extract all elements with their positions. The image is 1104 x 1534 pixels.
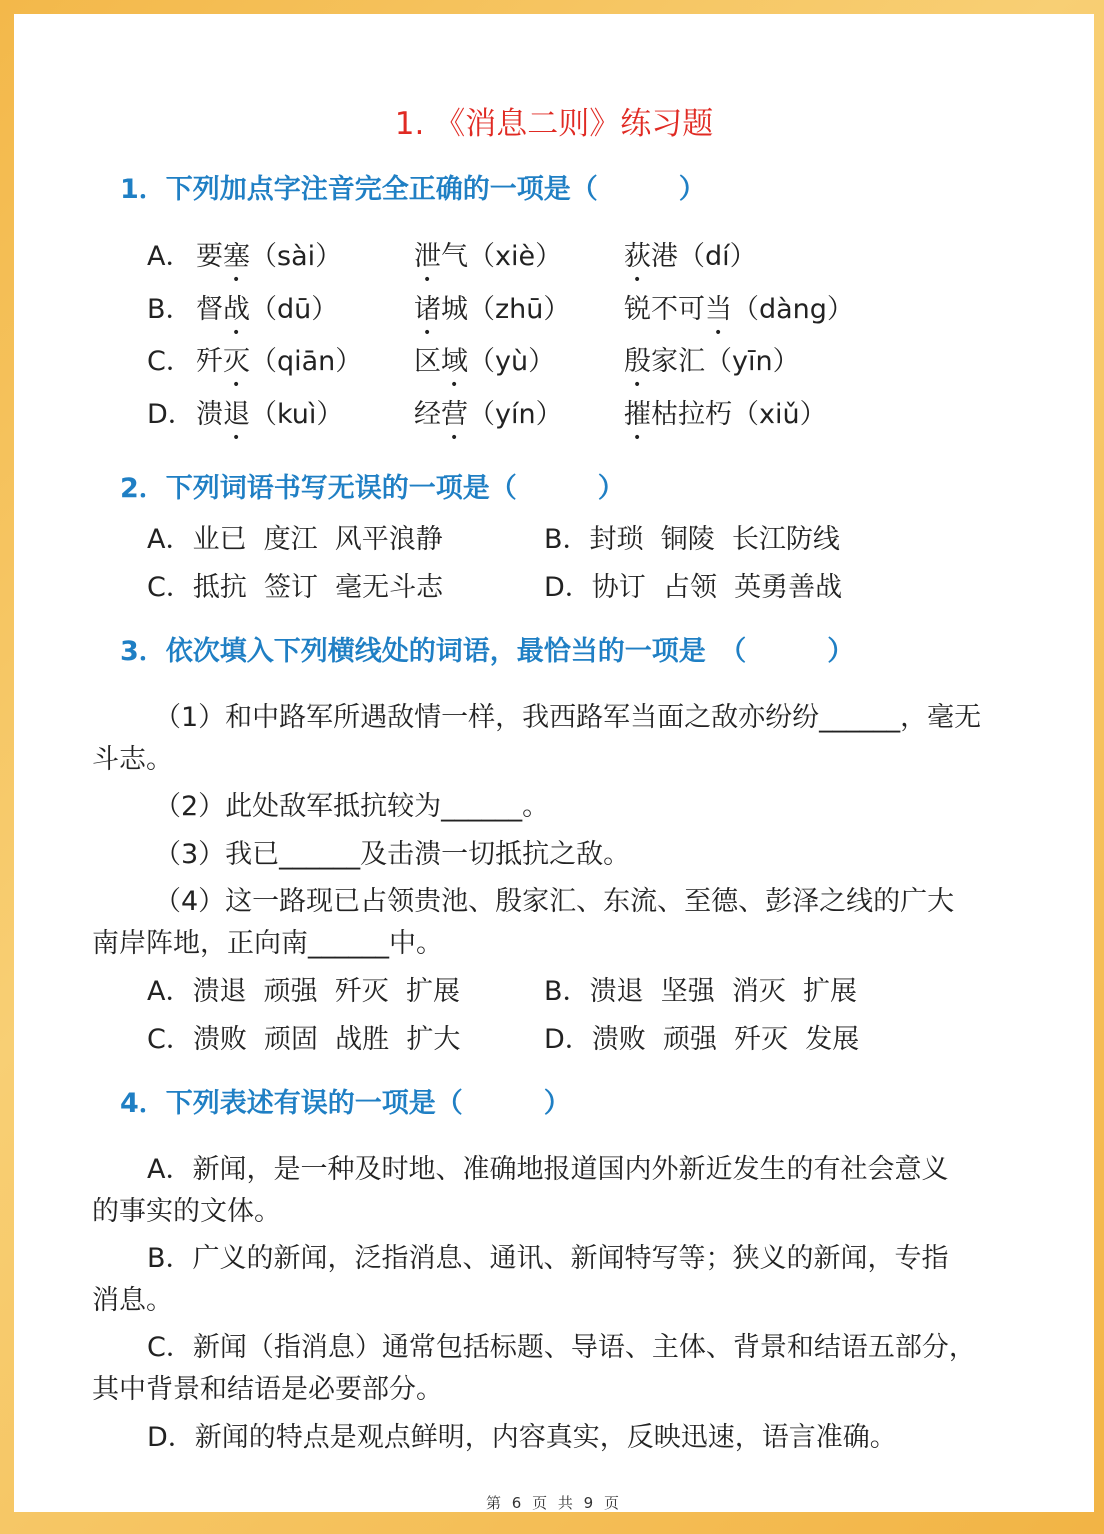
question-1-stem: 1．下列加点字注音完全正确的一项是（ ）: [120, 174, 706, 205]
text-segment: 督: [196, 293, 223, 325]
q1-option-label: D．: [147, 398, 195, 430]
q1-word-pinyin: [196, 339, 362, 393]
q3-line: （1）和中路军所遇敌情一样，我西路军当面之敌亦纷纷______，毫无: [154, 702, 982, 733]
text-segment: 锐不可: [624, 293, 705, 325]
worksheet-page: [14, 14, 1094, 1512]
dotted-character: 营: [441, 398, 468, 430]
text-segment: 枯拉朽: [651, 398, 732, 430]
q3-option-d: D．溃败 顽强 歼灭 发展: [544, 1024, 860, 1055]
q1-word-pinyin: [414, 287, 570, 341]
dotted-character: 退: [223, 398, 250, 430]
q1-option-label: A．: [147, 241, 193, 272]
q1-word-pinyin: [196, 234, 342, 288]
dotted-character: 诸: [414, 293, 441, 325]
q1-word-pinyin: [624, 234, 757, 288]
q3-option-c: C．溃败 顽固 战胜 扩大: [147, 1024, 461, 1055]
question-4-stem: 4．下列表述有误的一项是（ ）: [120, 1088, 571, 1119]
q3-line: 南岸阵地，正向南______中。: [92, 928, 443, 959]
q3-line: 斗志。: [92, 744, 173, 775]
text-segment: （qiān）: [250, 346, 363, 377]
text-segment: 港: [651, 241, 678, 272]
text-segment: 歼: [196, 346, 223, 377]
q1-word-pinyin: [414, 339, 555, 393]
q1-word-pinyin: [624, 339, 800, 393]
dotted-character: 灭: [223, 346, 250, 377]
q4-line: C．新闻（指消息）通常包括标题、导语、主体、背景和结语五部分，: [147, 1332, 976, 1363]
q1-word-pinyin: [624, 287, 854, 341]
dotted-character: 泄: [414, 241, 441, 272]
text-segment: （dū）: [250, 293, 339, 325]
q2-option-b: B．封琐 铜陵 长江防线: [544, 524, 840, 555]
dotted-character: 域: [441, 346, 468, 377]
text-segment: （sài）: [250, 241, 343, 272]
text-segment: 家汇: [651, 346, 705, 377]
question-3-stem: 3．依次填入下列横线处的词语，最恰当的一项是 （ ）: [120, 636, 855, 667]
q1-word-pinyin: [196, 287, 338, 341]
question-2-stem: 2．下列词语书写无误的一项是（ ）: [120, 473, 625, 504]
q2-option-a: A．业已 度江 风平浪静: [147, 524, 443, 555]
text-segment: （zhū）: [468, 293, 571, 325]
text-segment: 区: [414, 346, 441, 377]
q4-line: 的事实的文体。: [92, 1196, 281, 1227]
text-segment: （dí）: [678, 241, 757, 272]
dotted-character: 殷: [624, 346, 651, 377]
dotted-character: 荻: [624, 241, 651, 272]
text-segment: （dàng）: [732, 293, 854, 325]
q3-option-a: A．溃退 顽强 歼灭 扩展: [147, 976, 460, 1007]
dotted-character: 摧: [624, 398, 651, 430]
page-number: 第 6 页 共 9 页: [486, 1494, 622, 1512]
q1-option-label: B．: [147, 293, 193, 325]
q4-line: 消息。: [92, 1285, 173, 1316]
q4-line: D．新闻的特点是观点鲜明，内容真实，反映迅速，语言准确。: [147, 1422, 897, 1453]
page-title: 1. 《消息二则》练习题: [394, 106, 714, 142]
text-segment: 经: [414, 398, 441, 430]
q1-word-pinyin: [624, 392, 827, 446]
text-segment: （yīn）: [705, 346, 800, 377]
text-segment: （kuì）: [250, 398, 344, 430]
text-segment: （xiè）: [468, 241, 563, 272]
text-segment: 要: [196, 241, 223, 272]
dotted-character: 当: [705, 293, 732, 325]
text-segment: 溃: [196, 398, 223, 430]
q1-word-pinyin: [414, 392, 563, 446]
text-segment: （xiǔ）: [732, 398, 827, 430]
q4-line: B．广义的新闻，泛指消息、通讯、新闻特写等；狭义的新闻，专指: [147, 1243, 949, 1274]
q3-line: （4）这一路现已占领贵池、殷家汇、东流、至德、彭泽之线的广大: [154, 886, 955, 917]
text-segment: 城: [441, 293, 468, 325]
q3-line: （3）我已______及击溃一切抵抗之敌。: [154, 839, 631, 870]
q3-option-b: B．溃退 坚强 消灭 扩展: [544, 976, 858, 1007]
q1-word-pinyin: [196, 392, 343, 446]
dotted-character: 战: [223, 293, 250, 325]
q4-line: 其中背景和结语是必要部分。: [92, 1374, 443, 1405]
q3-line: （2）此处敌军抵抗较为______。: [154, 791, 550, 822]
dotted-character: 塞: [223, 241, 250, 272]
text-segment: （yù）: [468, 346, 556, 377]
q2-option-c: C．抵抗 签订 毫无斗志: [147, 572, 444, 603]
q1-option-label: C．: [147, 346, 193, 377]
q2-option-d: D．协订 占领 英勇善战: [544, 572, 843, 603]
q1-word-pinyin: [414, 234, 562, 288]
text-segment: （yín）: [468, 398, 563, 430]
text-segment: 气: [441, 241, 468, 272]
q4-line: A．新闻，是一种及时地、准确地报道国内外新近发生的有社会意义: [147, 1154, 949, 1185]
